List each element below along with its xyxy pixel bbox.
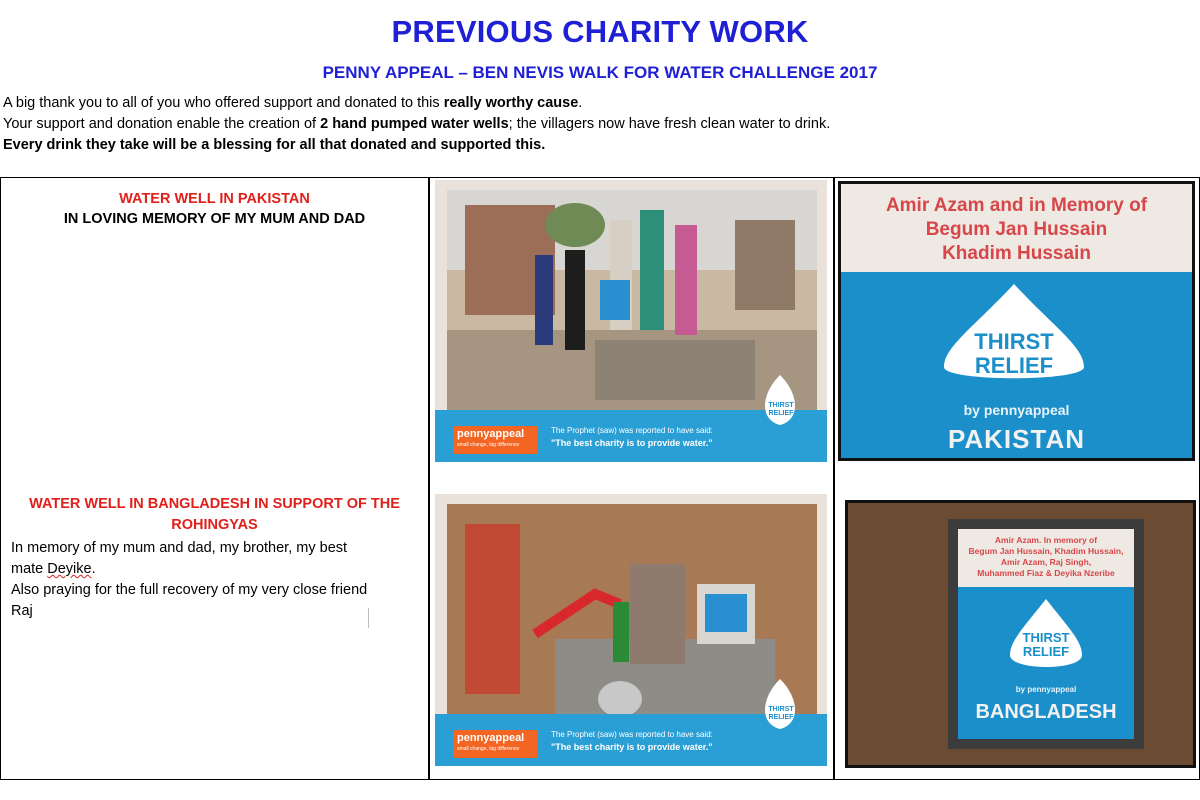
pakistan-plaque-text — [841, 194, 1192, 266]
pakistan-plaque-line-2: Begum Jan Hussain — [925, 219, 1108, 240]
pakistan-plaque-by: by pennyappeal — [963, 402, 1070, 418]
intro-line-1-bold: really worthy cause — [443, 95, 579, 111]
bangladesh-text-line-2 — [11, 559, 421, 580]
bangladesh-plaque-photo — [845, 500, 1196, 768]
column-divider — [428, 178, 430, 779]
bangladesh-plaque-line-4: Muhammed Fiaz & Deyika Nzeribe — [977, 568, 1115, 578]
intro-line-3-bold: Every drink they take will be a blessing for all that donated and supported this. — [3, 137, 546, 153]
bangladesh-photo-quote-1: The Prophet (saw) was reported to have said: — [551, 730, 713, 739]
pakistan-dedication: IN LOVING MEMORY OF MY MUM AND DAD — [63, 211, 366, 227]
bangladesh-heading-line-2: ROHINGYAS — [171, 517, 258, 533]
column-divider — [833, 178, 835, 779]
pakistan-photo-badge: THIRST RELIEF — [768, 402, 794, 417]
bangladesh-text-line-1: In memory of my mum and dad, my brother, my best — [11, 540, 348, 556]
intro-text — [3, 93, 830, 156]
intro-line-3 — [3, 135, 830, 156]
bangladesh-text-line-2-end: . — [91, 561, 96, 577]
pakistan-photo-quote-2: "The best charity is to provide water." — [551, 438, 713, 448]
intro-line-1-text: A big thank you to all of you who offered support and donated to this — [3, 95, 444, 111]
pakistan-photo-graphic — [435, 180, 827, 462]
bangladesh-plaque-line-1: Amir Azam. In memory of — [994, 535, 1098, 545]
bangladesh-plaque-country: BANGLADESH — [975, 701, 1117, 723]
bangladesh-plaque-line-2: Begum Jan Hussain, Khadim Hussain, — [968, 546, 1124, 556]
bangladesh-text-line-2-start: mate — [11, 561, 48, 577]
bangladesh-text-line-4: Raj — [11, 603, 33, 619]
pakistan-photo-brand: pennyappeal — [457, 428, 525, 440]
bangladesh-plaque-by: by pennyappeal — [1015, 685, 1077, 694]
intro-line-2 — [3, 114, 830, 135]
bangladesh-plaque-line-3: Amir Azam, Raj Singh, — [1000, 557, 1092, 567]
pakistan-plaque-logo-2: RELIEF — [974, 353, 1054, 378]
intro-line-2-end: ; the villagers now have fresh clean water to drink. — [508, 116, 831, 132]
bangladesh-photo-brand-tag: small change, big difference — [457, 746, 520, 752]
bangladesh-well-photo — [435, 494, 827, 766]
bangladesh-plaque-logo-2: RELIEF — [1022, 644, 1070, 659]
text-cursor-icon — [368, 608, 369, 628]
page-title: PREVIOUS CHARITY WORK — [391, 14, 809, 49]
bangladesh-photo-graphic — [435, 494, 827, 766]
pakistan-plaque-line-1: Amir Azam and in Memory of — [885, 195, 1148, 216]
pakistan-photo-brand-tag: small change, big difference — [457, 442, 520, 448]
bangladesh-heading-line-1: WATER WELL IN BANGLADESH IN SUPPORT OF THE — [29, 496, 400, 512]
pakistan-plaque-logo — [939, 330, 1089, 378]
bangladesh-plaque-logo-1: THIRST — [1022, 630, 1070, 645]
bangladesh-photo-brand: pennyappeal — [457, 732, 525, 744]
pakistan-photo-quote-1: The Prophet (saw) was reported to have said: — [551, 426, 713, 435]
bangladesh-plaque-logo — [1006, 631, 1086, 659]
intro-line-2-text: Your support and donation enable the creation of — [3, 116, 321, 132]
page-subtitle: PENNY APPEAL – BEN NEVIS WALK FOR WATER CHALLENGE 2017 — [322, 63, 878, 82]
pakistan-plaque-country: PAKISTAN — [947, 424, 1086, 454]
bangladesh-heading — [1, 494, 428, 536]
bangladesh-dedication — [11, 538, 421, 622]
intro-line-1-end: . — [578, 95, 583, 111]
pakistan-heading: WATER WELL IN PAKISTAN — [119, 191, 310, 207]
pakistan-well-photo — [435, 180, 827, 462]
intro-line-1 — [3, 93, 830, 114]
pakistan-plaque-logo-1: THIRST — [974, 329, 1054, 354]
bangladesh-photo-quote-2: "The best charity is to provide water." — [551, 742, 713, 752]
bangladesh-plaque-text — [958, 535, 1134, 579]
spellcheck-word: Deyike — [47, 561, 92, 577]
bangladesh-photo-badge: THIRST RELIEF — [768, 706, 794, 721]
bangladesh-text-line-3: Also praying for the full recovery of my very close friend — [11, 582, 368, 598]
pakistan-plaque-photo — [838, 181, 1195, 461]
intro-line-2-bold: 2 hand pumped water wells — [320, 116, 509, 132]
pakistan-plaque-line-3: Khadim Hussain — [942, 243, 1091, 264]
